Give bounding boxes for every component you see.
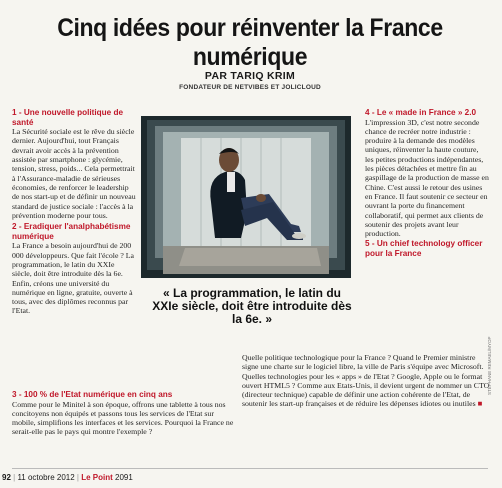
section-5-heading	[365, 239, 489, 258]
section-1-heading	[12, 108, 136, 127]
section-5-body	[242, 353, 490, 409]
section-1-title: Une nouvelle politique de santé	[12, 108, 124, 127]
section-1-number: 1 -	[12, 108, 22, 117]
section-4-number: 4 -	[365, 108, 375, 117]
section-4-body: L'impression 3D, c'est notre seconde chance de recréer notre industrie : produire à la demande des modèles uniques, réinventer la haute couture, les petites productions indépendantes, les pièces détachées et mettre fin au gaspillage de la production de masse en Chine. C'est aussi le retour des usines en France. Il faut soutenir ce secteur en ouvrant la porte du financement collaboratif, qui permet aux clients de soutenir des projets avant leur production.	[365, 117, 489, 239]
section-3-title: 100 % de l'Etat numérique en cinq ans	[23, 390, 173, 399]
section-2-heading	[12, 222, 136, 241]
footer-divider	[12, 468, 488, 469]
section-2-title: Eradiquer l'analphabétisme numérique	[12, 222, 131, 241]
footer-separator-2: |	[76, 473, 79, 482]
issue-number: 2091	[115, 473, 133, 482]
section-3-number: 3 -	[12, 390, 22, 399]
photo-credit: STÉPHANE REMAEL/MYOP	[487, 336, 492, 395]
end-mark-icon: ■	[477, 399, 483, 409]
page-number: 92	[2, 473, 11, 482]
section-3-body: Comme pour le Minitel à son époque, offrons une tablette à tous nos concitoyens non équipés et passons tous les services de l'Etat sur mobile, simplifions les interfaces et les services. Pourquoi la France ne serait-elle pas le pays qui montre l'exemple ?	[12, 399, 234, 437]
left-column	[12, 108, 136, 316]
section-2-body: La France a besoin aujourd'hui de 200 000 développeurs. Que fait l'école ? La programmation, le latin du XXIe siècle, doit être introduite dès la 6e. Enfin, créons une université du numérique en ligne, gratuite, ouverte à tous, avec des diplômes reconnus par l'Etat.	[12, 241, 134, 316]
byline: PAR TARIQ KRIM	[204, 70, 296, 82]
footer-date: 11 octobre 2012	[17, 473, 75, 482]
section-1-body: La Sécurité sociale est le rêve du siècle dernier. Aujourd'hui, tout Français devrait avoir accès à la prévention assistée par smartphone : glycémie, tension, stress, poids... Cela permettrait à l'Assurance-maladie de sérieuses économies, de renforcer le leadership de nos start-up et de définir un nouveau standard de justice sociale : l'accès à la prévention moderne pour tous.	[12, 127, 136, 220]
section-5-title: Un chief technology officer pour la France	[365, 239, 483, 259]
author-role: FONDATEUR DE NETVIBES ET JOLICLOUD	[179, 84, 321, 91]
magazine-name: Le Point	[81, 473, 113, 482]
section-4-heading	[365, 108, 489, 118]
section-4-title: Le « made in France » 2.0	[376, 108, 477, 117]
section-2-number: 2 -	[12, 222, 22, 232]
section-3-heading	[12, 390, 237, 400]
bottom-left-column	[12, 390, 237, 437]
footer-separator: |	[13, 473, 16, 482]
bottom-right-column	[242, 353, 490, 409]
article-title: Cinq idées pour réinventer la France numérique	[57, 14, 443, 71]
author-photo	[141, 116, 351, 278]
section-5-text: Quelle politique technologique pour la France ? Quand le Premier ministre signe une charte sur le logiciel libre, la ville de Paris s'équipe avec Microsoft. Quelles technologies pour les « apps » de l'Etat ? Google, Apple ou le format ouvert HTML5 ? Comme aux Etats-Unis, il devient urgent de nommer un CTO (directeur technique) capable de définir une action cohérente de l'Etat, de soutenir les start-up françaises et de réduire les dépenses idiotes ou inutiles	[242, 353, 490, 409]
pull-quote: « La programmation, le latin du XXIe siècle, doit être introduite dès la 6e. »	[152, 286, 352, 326]
page-footer	[0, 473, 502, 488]
section-5-number: 5 -	[365, 239, 375, 249]
right-column	[365, 108, 489, 259]
